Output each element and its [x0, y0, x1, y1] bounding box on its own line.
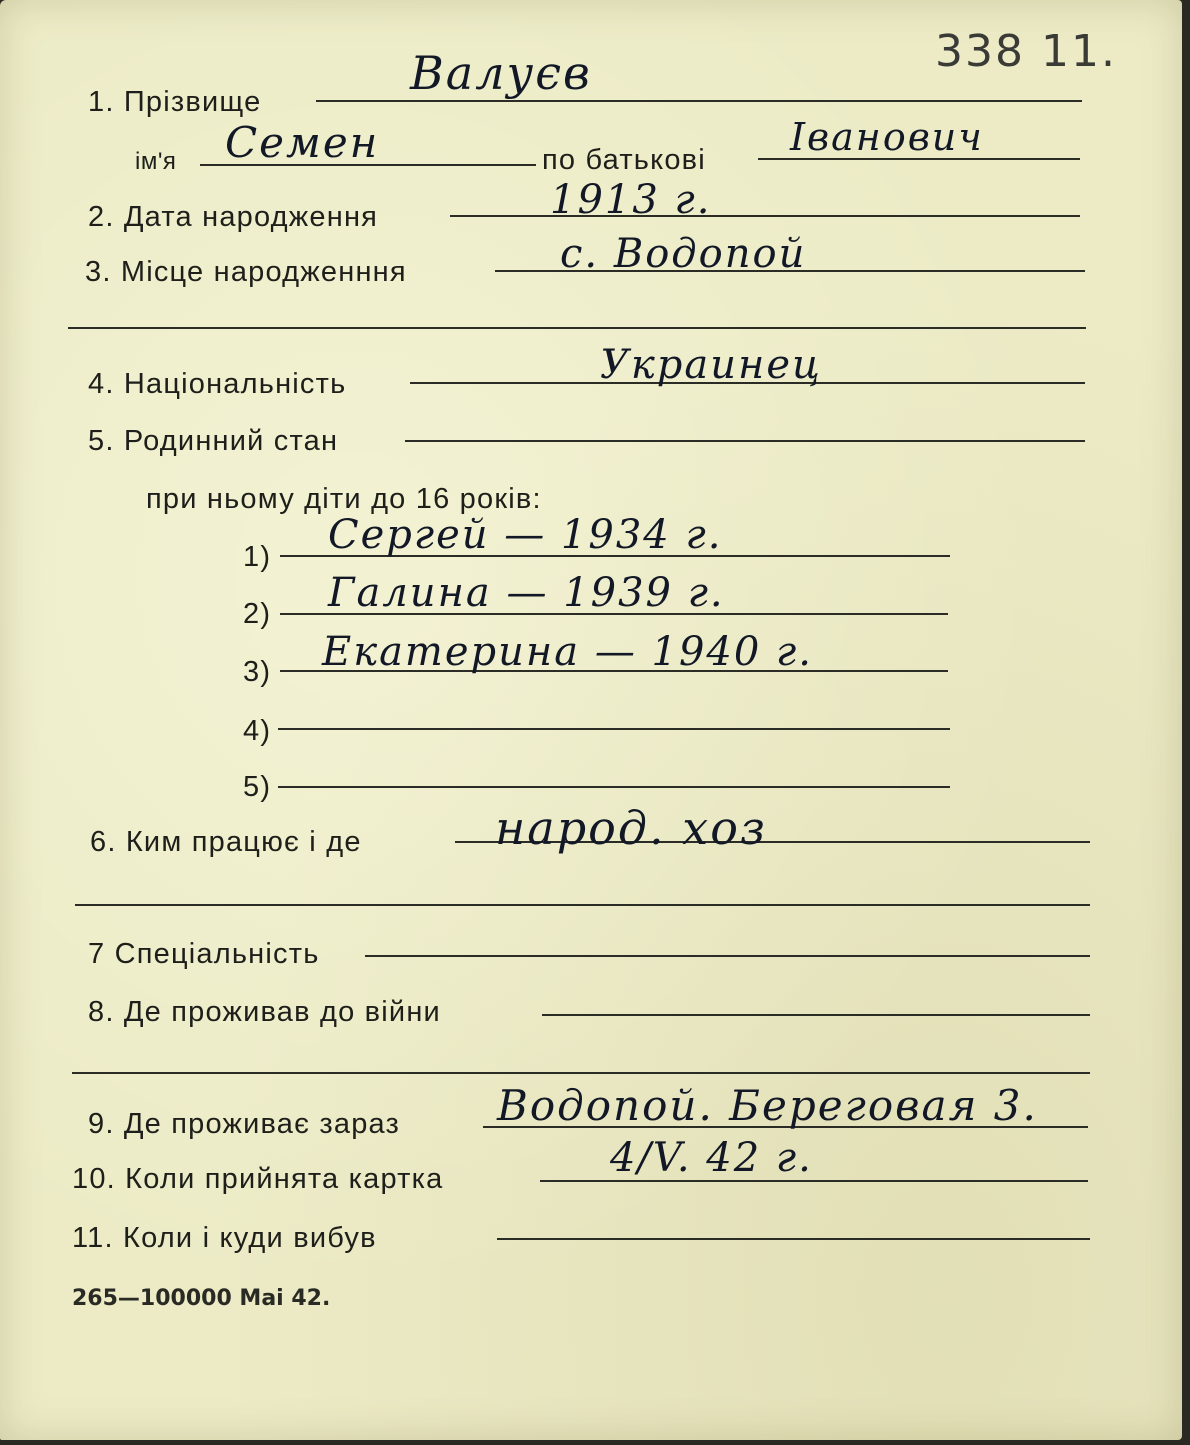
child-5-line: [278, 786, 950, 788]
current-residence-label: 9. Де проживає зараз: [88, 1108, 401, 1140]
child-3-num: 3): [243, 656, 272, 688]
corner-note: 338 11.: [935, 26, 1117, 77]
first-name-value: Семен: [225, 118, 380, 167]
specialty-line: [365, 955, 1090, 957]
nationality-label: 4. Національність: [88, 368, 347, 400]
child-1-value: Сергей — 1934 г.: [328, 512, 723, 558]
surname-line: [316, 100, 1082, 102]
marital-status-label: 5. Родинний стан: [88, 425, 339, 457]
birth-date-line: [450, 215, 1080, 217]
child-4-num: 4): [243, 715, 272, 747]
child-1-num: 1): [243, 541, 272, 573]
prewar-residence-line-2: [72, 1072, 1090, 1074]
prewar-residence-label: 8. Де проживав до війни: [88, 996, 441, 1028]
card-accepted-label: 10. Коли прийнята картка: [72, 1163, 444, 1195]
birth-date-value: 1913 г.: [550, 177, 712, 223]
occupation-label: 6. Ким працює і де: [90, 826, 362, 858]
nationality-value: Украинец: [600, 342, 822, 388]
prewar-residence-line: [542, 1014, 1090, 1016]
print-footer: 265—100000 Mai 42.: [72, 1286, 331, 1311]
marital-status-line: [405, 440, 1085, 442]
children-header: при ньому діти до 16 років:: [146, 483, 542, 515]
child-2-value: Галина — 1939 г.: [328, 570, 725, 616]
occupation-value: народ. хоз: [495, 801, 767, 855]
specialty-label: 7 Спеціальність: [88, 938, 320, 970]
child-5-num: 5): [243, 771, 272, 803]
current-residence-value: Водопой. Береговая 3.: [497, 1081, 1038, 1130]
surname-value: Валуєв: [410, 46, 592, 100]
birth-place-label: 3. Місце народженння: [85, 256, 407, 288]
child-2-num: 2): [243, 598, 272, 630]
birth-place-value: с. Водопой: [560, 231, 807, 277]
surname-label: 1. Прізвище: [88, 86, 262, 118]
card-accepted-value: 4/V. 42 г.: [610, 1135, 813, 1181]
child-3-value: Екатерина — 1940 г.: [322, 629, 813, 675]
birth-date-label: 2. Дата народження: [88, 201, 379, 233]
birth-place-line-2: [68, 327, 1086, 329]
patronymic-value: Іванович: [790, 115, 984, 159]
patronymic-label: по батькові: [542, 144, 706, 176]
departed-line: [497, 1238, 1090, 1240]
departed-label: 11. Коли і куди вибув: [72, 1222, 377, 1254]
first-name-label: ім'я: [135, 148, 177, 175]
occupation-line-2: [75, 904, 1090, 906]
child-4-line: [278, 728, 950, 730]
